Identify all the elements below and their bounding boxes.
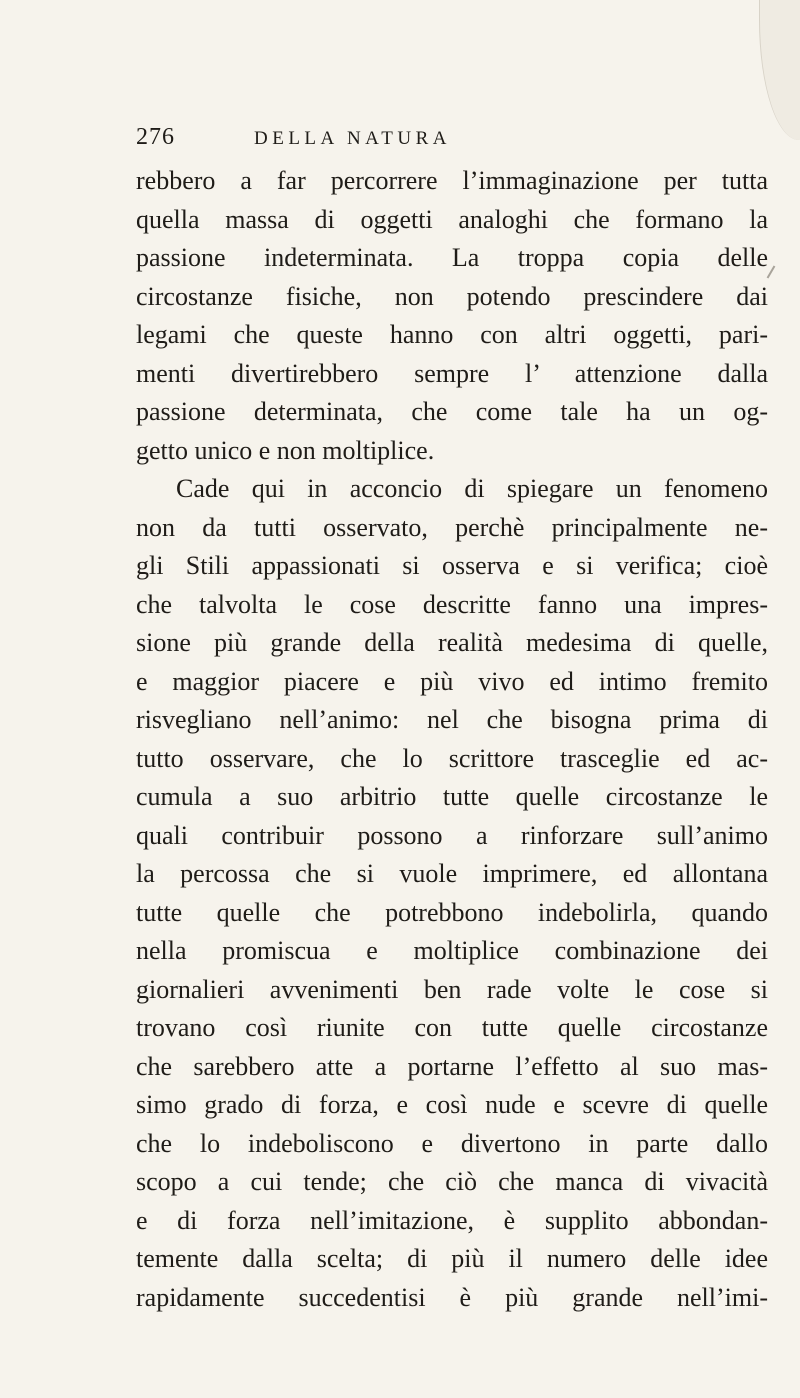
text-line: menti divertirebbero sempre l’ attenzione dalla xyxy=(136,358,768,388)
text-line: che sarebbero atte a portarne l’effetto al suo mas- xyxy=(136,1051,768,1081)
text-line: trovano così riunite con tutte quelle circostanze xyxy=(136,1013,768,1042)
text-line: circostanze fisiche, non potendo prescindere dai xyxy=(136,281,768,311)
text-line: gli Stili appassionati si osserva e si verifica; cioè xyxy=(136,551,768,580)
text-line: cumula a suo arbitrio tutte quelle circostanze le xyxy=(136,782,768,811)
body-text xyxy=(136,162,768,1317)
text-line: simo grado di forza, e così nude e scevre di quelle xyxy=(136,1090,768,1119)
text-line: tutto osservare, che lo scrittore trasceglie ed ac- xyxy=(136,743,768,773)
text-line: la percossa che si vuole imprimere, ed allontana xyxy=(136,859,768,888)
text-line: scopo a cui tende; che ciò che manca di vivacità xyxy=(136,1167,768,1196)
text-line: quali contribuir possono a rinforzare sull’animo xyxy=(136,820,768,850)
text-line: temente dalla scelta; di più il numero delle idee xyxy=(136,1244,768,1273)
text-line: e di forza nell’imitazione, è supplito abbondan- xyxy=(136,1205,768,1235)
page-header xyxy=(136,124,756,164)
page-corner-shadow xyxy=(759,0,800,140)
text-line: e maggior piacere e più vivo ed intimo fremito xyxy=(136,666,768,696)
page-number: 276 xyxy=(136,124,175,150)
text-line: rebbero a far percorrere l’immaginazione per tutta xyxy=(136,166,768,195)
text-line: rapidamente succedentisi è più grande nell’imi- xyxy=(136,1282,768,1312)
paragraph-start-line: Cade qui in acconcio di spiegare un fenomeno xyxy=(176,474,768,503)
text-line: sione più grande della realità medesima di quelle, xyxy=(136,628,768,657)
text-line: legami che queste hanno con altri oggetti, pari- xyxy=(136,320,768,349)
running-head: DELLA NATURA xyxy=(254,128,452,149)
text-line: passione determinata, che come tale ha un og- xyxy=(136,397,768,426)
text-line: tutte quelle che potrebbono indebolirla, quando xyxy=(136,897,768,927)
text-line: che lo indeboliscono e divertono in parte dallo xyxy=(136,1128,768,1158)
text-line: non da tutti osservato, perchè principalmente ne- xyxy=(136,512,768,542)
text-line: giornalieri avvenimenti ben rade volte le cose si xyxy=(136,974,768,1004)
paragraph-end-line: getto unico e non moltiplice. xyxy=(136,435,435,465)
text-line: nella promiscua e moltiplice combinazione dei xyxy=(136,936,768,965)
text-line: che talvolta le cose descritte fanno una impres- xyxy=(136,589,768,619)
text-line: quella massa di oggetti analoghi che formano la xyxy=(136,204,768,234)
text-line: risvegliano nell’animo: nel che bisogna prima di xyxy=(136,705,768,734)
text-line: passione indeterminata. La troppa copia delle xyxy=(136,243,768,272)
